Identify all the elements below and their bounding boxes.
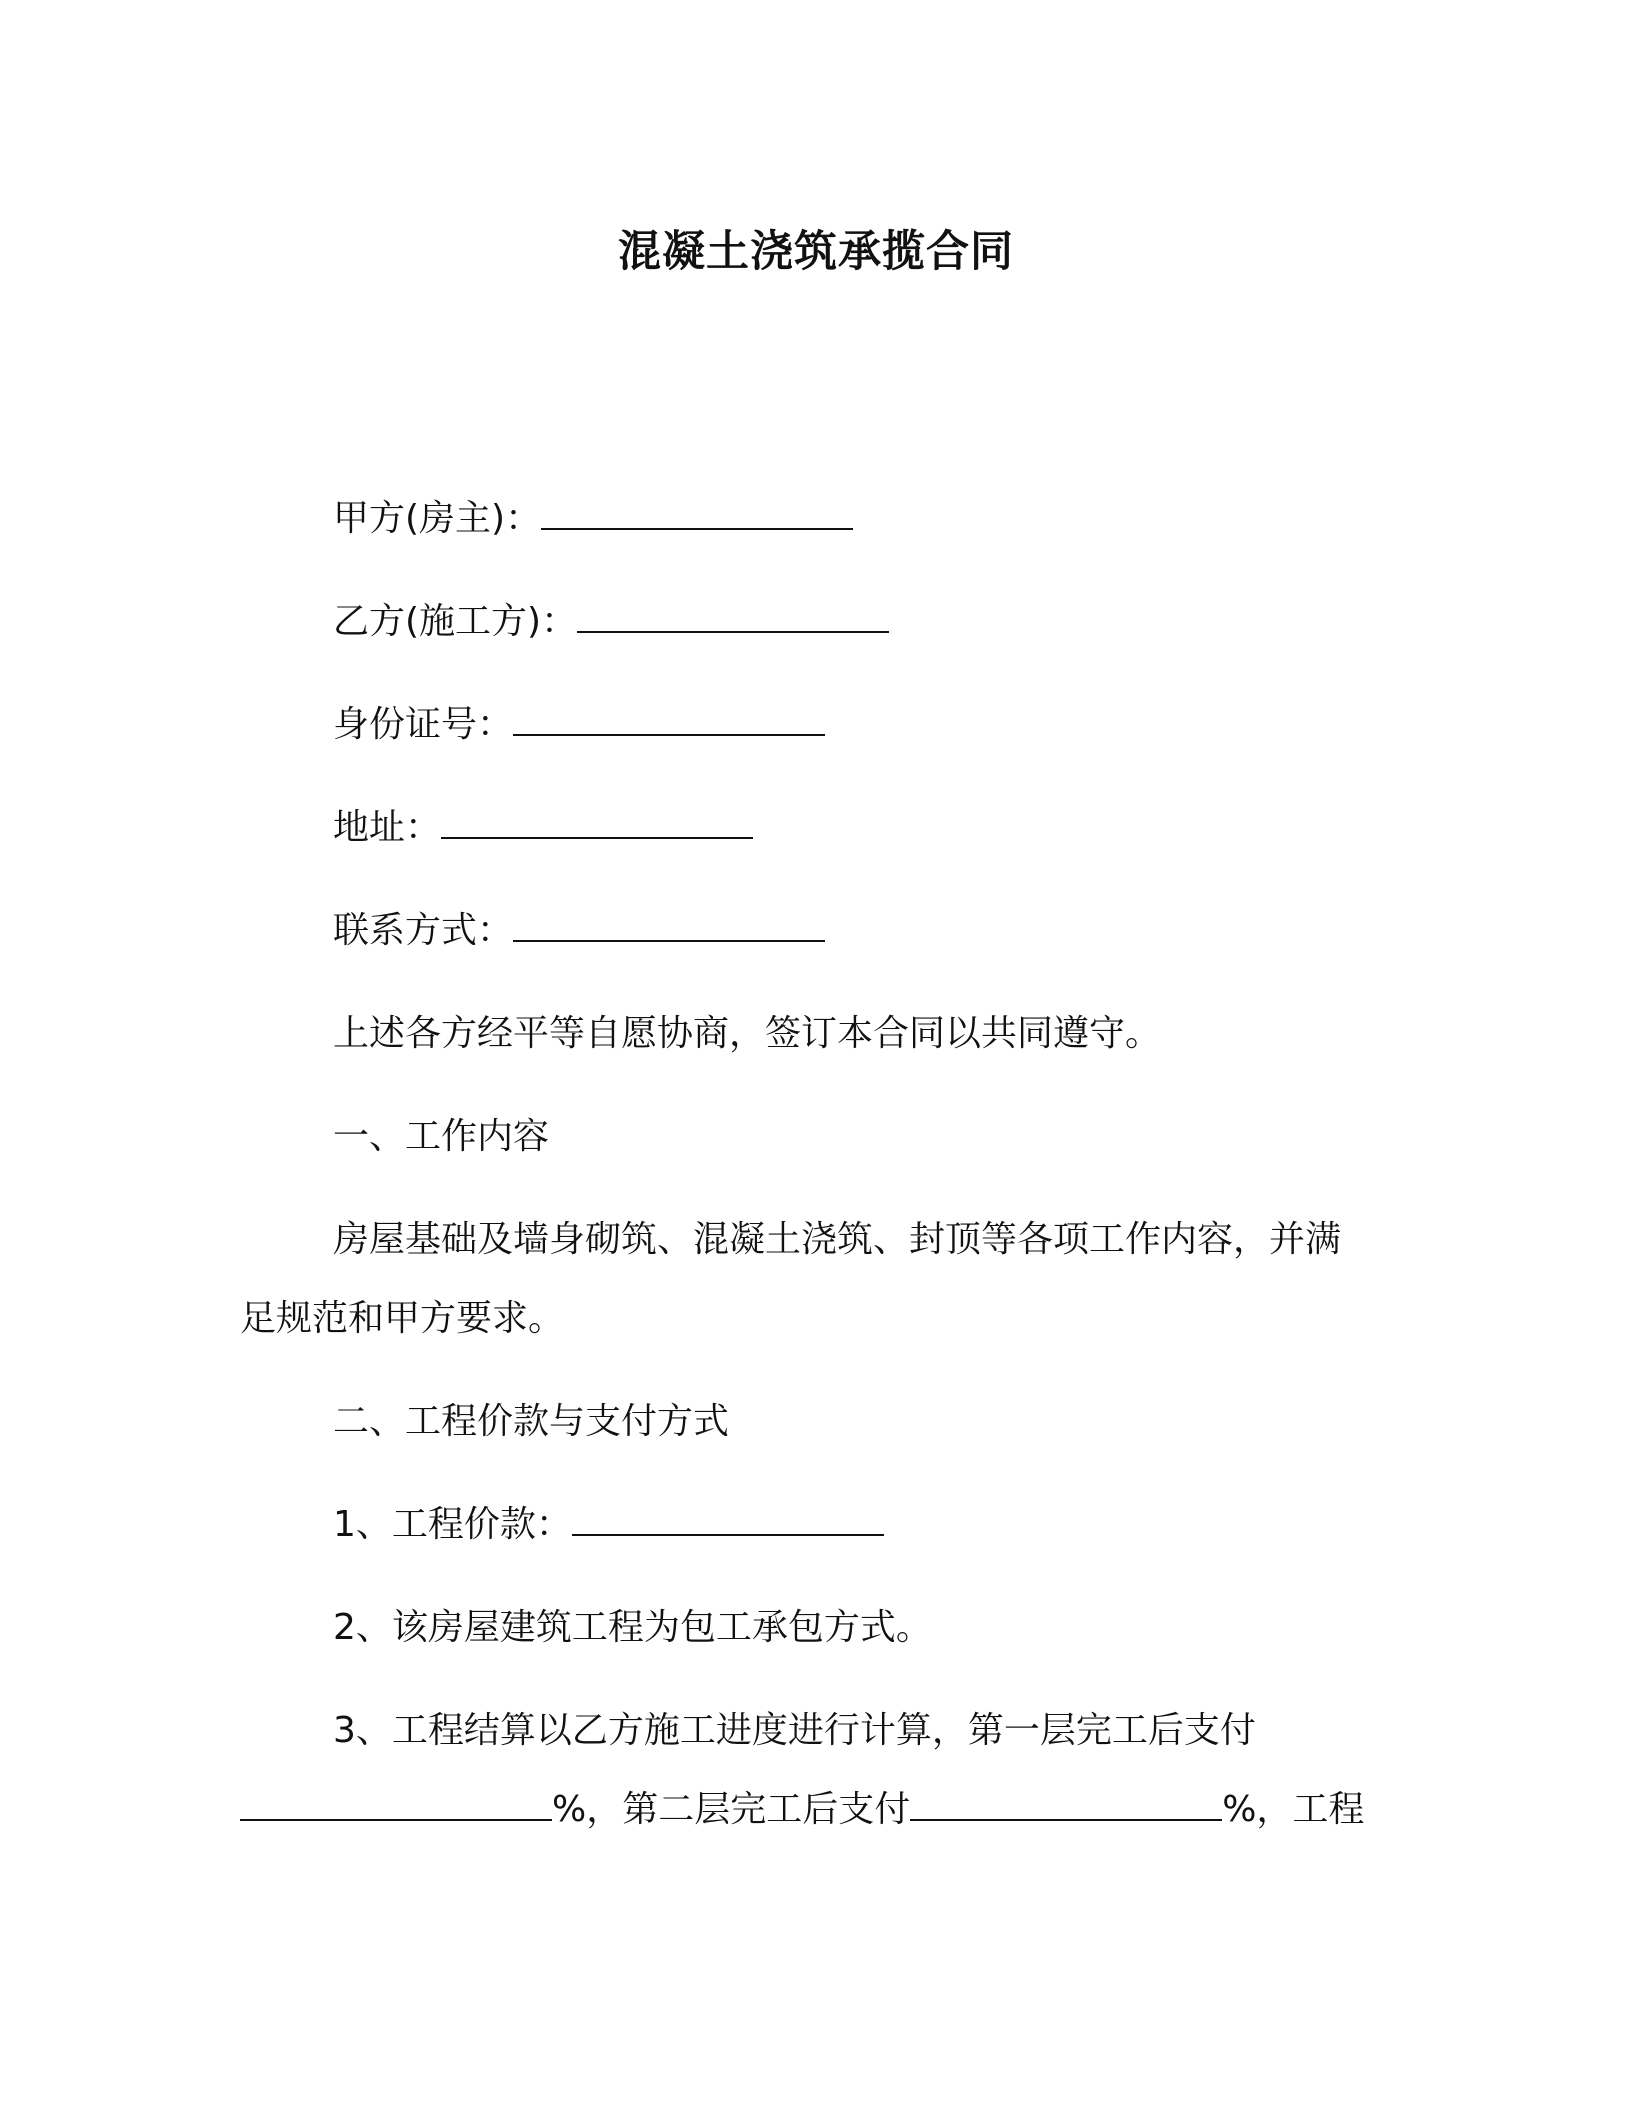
fill-in-blank — [240, 1789, 552, 1821]
field-id-number — [333, 700, 825, 750]
section-2-item-1 — [333, 1500, 884, 1550]
field-label: 身份证号： — [333, 704, 514, 745]
section-2-item-3-line-2 — [240, 1785, 1364, 1835]
field-address — [333, 803, 753, 853]
field-label: 联系方式： — [333, 910, 514, 951]
document-title: 混凝土浇筑承揽合同 — [618, 227, 1014, 277]
fill-in-blank — [577, 601, 889, 633]
field-party-b — [333, 597, 889, 647]
section-2-item-2: 2、该房屋建筑工程为包工承包方式。 — [333, 1607, 932, 1648]
fill-in-blank — [910, 1789, 1222, 1821]
preamble-paragraph: 上述各方经平等自愿协商，签订本合同以共同遵守。 — [333, 1013, 1162, 1054]
fill-in-blank — [572, 1504, 884, 1536]
field-label: 地址： — [333, 807, 442, 848]
item-label: 1、工程价款： — [333, 1504, 572, 1545]
field-contact — [333, 906, 825, 956]
fill-in-blank — [441, 807, 753, 839]
item-text: %，工程 — [1222, 1789, 1365, 1830]
section-1-body-line-1: 房屋基础及墙身砌筑、混凝土浇筑、封顶等各项工作内容，并满 — [333, 1219, 1342, 1260]
section-2-heading: 二、工程价款与支付方式 — [333, 1401, 730, 1442]
fill-in-blank — [513, 910, 825, 942]
fill-in-blank — [513, 704, 825, 736]
field-label: 乙方(施工方)： — [333, 601, 578, 642]
field-party-a — [333, 494, 853, 544]
item-text: %，第二层完工后支付 — [552, 1789, 911, 1830]
field-label: 甲方(房主)： — [333, 498, 542, 539]
section-1-heading: 一、工作内容 — [333, 1116, 550, 1157]
section-1-body-line-2: 足规范和甲方要求。 — [240, 1298, 565, 1339]
section-2-item-3-line-1: 3、工程结算以乙方施工进度进行计算，第一层完工后支付 — [333, 1710, 1256, 1751]
fill-in-blank — [541, 498, 853, 530]
